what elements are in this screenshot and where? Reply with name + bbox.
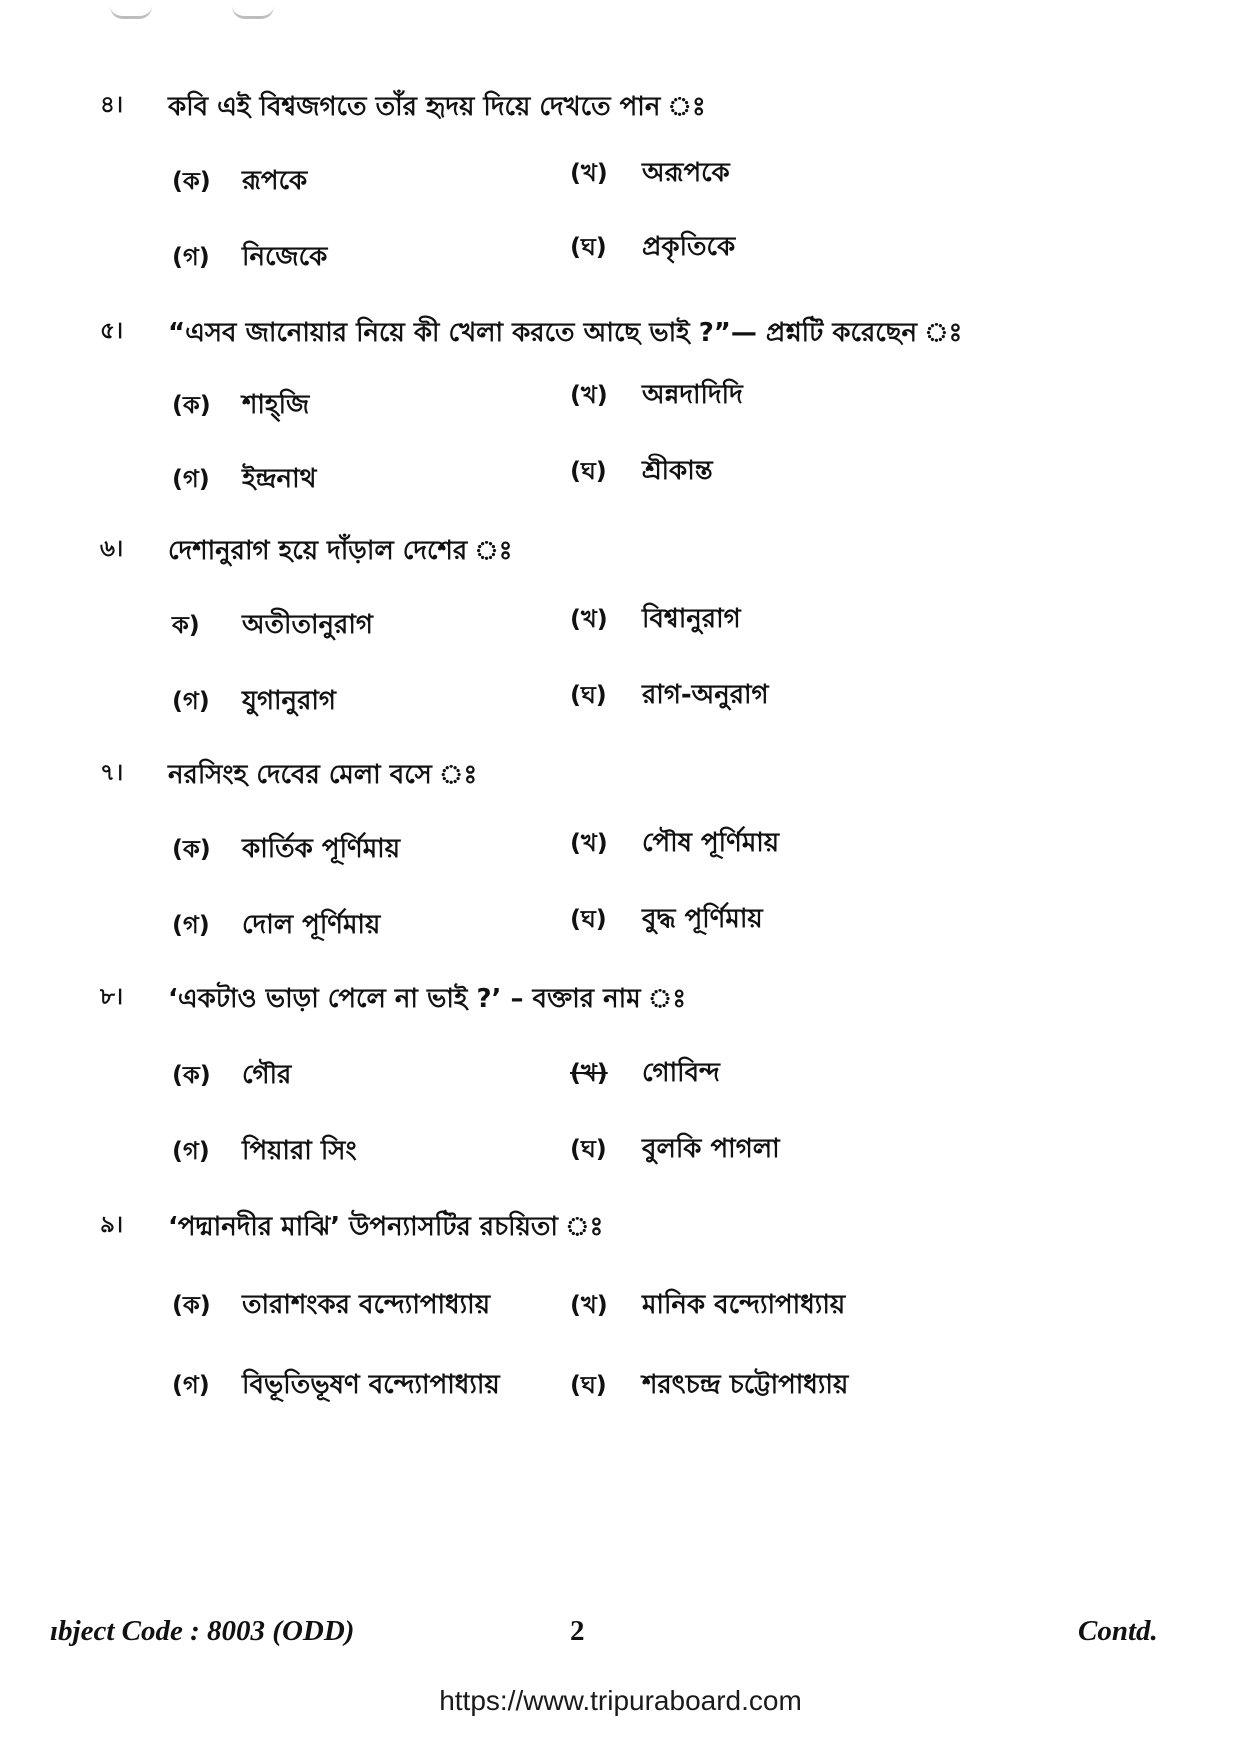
option-gha [570, 1364, 848, 1408]
option-text: শাহ্‌জি [242, 390, 310, 420]
option-label: (ক) [172, 835, 211, 863]
page-number: 2 [570, 1615, 585, 1647]
option-text: পিয়ারা সিং [242, 1136, 357, 1166]
question-text: ‘পদ্মানদীর মাঝি’ উপন্যাসটির রচয়িতা ঃ [168, 1212, 604, 1242]
scan-mark [232, 6, 274, 19]
question-text: ‘একটাও ভাড়া পেলে না ভাই ?’ – বক্তার নাম ঃ [168, 984, 687, 1014]
option-label: (ক) [172, 167, 211, 195]
option-label: (ঘ) [570, 1135, 607, 1163]
option-label: (ঘ) [570, 1371, 607, 1399]
option-kha [570, 1052, 720, 1096]
option-ka [172, 1054, 291, 1098]
option-ga [172, 904, 380, 948]
question-number: ৯। [100, 1212, 124, 1238]
option-text: দোল পূর্ণিমায় [242, 910, 381, 940]
option-ga [172, 236, 327, 280]
option-label: (ঘ) [570, 905, 607, 933]
option-label: (খ) [570, 605, 608, 633]
option-label: (খ) [570, 159, 608, 187]
option-label: (খ) [570, 1291, 608, 1319]
option-ga [172, 1130, 357, 1174]
page-footer [0, 1615, 1241, 1655]
option-label: (গ) [172, 687, 210, 715]
option-label: (ক) [172, 1291, 211, 1319]
option-text: প্রকৃতিকে [642, 232, 736, 262]
option-ka [172, 828, 400, 872]
option-kha [570, 374, 743, 418]
option-text: মানিক বন্দ্যোপাধ্যায় [642, 1290, 846, 1320]
option-text: তারাশংকর বন্দ্যোপাধ্যায় [242, 1290, 491, 1320]
question-text: কবি এই বিশ্বজগতে তাঁর হৃদয় দিয়ে দেখতে পান ঃ [168, 92, 706, 122]
option-text: অতীতানুরাগ [242, 610, 373, 640]
option-label: (গ) [172, 1137, 210, 1165]
question-number: ৭। [100, 760, 124, 786]
option-text: অন্নদাদিদি [642, 380, 743, 410]
option-text: ইন্দ্রনাথ [242, 464, 317, 494]
option-text: বুলকি পাগলা [642, 1134, 780, 1164]
option-label: (ঘ) [570, 233, 607, 261]
option-ka [172, 1284, 490, 1328]
subject-code: ıbject Code : 8003 (ODD) [50, 1615, 355, 1647]
option-text: রূপকে [242, 166, 308, 196]
question-number: ৬। [100, 536, 124, 562]
option-text: যুগানুরাগ [242, 686, 336, 716]
option-label: (ক) [172, 1061, 211, 1089]
option-text: শ্রীকান্ত [642, 456, 713, 486]
question-text: “এসব জানোয়ার নিয়ে কী খেলা করতে আছে ভাই ?”— প্রশ্নটি করেছেন ঃ [168, 318, 963, 348]
question-text: নরসিংহ দেবের মেলা বসে ঃ [168, 760, 478, 790]
option-gha [570, 898, 763, 942]
option-text: অরূপকে [642, 158, 730, 188]
question-number: ৪। [100, 92, 124, 118]
option-text: পৌষ পূর্ণিমায় [642, 828, 780, 858]
option-text: বিভূতিভূষণ বন্দ্যোপাধ্যায় [242, 1370, 500, 1400]
option-ga [172, 680, 336, 724]
option-text: গৌর [242, 1060, 292, 1090]
question-text: দেশানুরাগ হয়ে দাঁড়াল দেশের ঃ [168, 536, 513, 566]
option-label-struck: (খ) [570, 1059, 608, 1087]
option-label: (গ) [172, 911, 210, 939]
scan-mark [110, 6, 152, 19]
option-text: গোবিন্দ [642, 1058, 720, 1088]
option-label: (ঘ) [570, 457, 607, 485]
option-gha [570, 226, 735, 270]
option-text: শরৎচন্দ্র চট্টোপাধ্যায় [642, 1370, 849, 1400]
option-label: (গ) [172, 1371, 210, 1399]
option-kha [570, 152, 730, 196]
option-text: বুদ্ধ পূর্ণিমায় [642, 904, 763, 934]
option-label: (গ) [172, 243, 210, 271]
option-text: বিশ্বানুরাগ [642, 604, 741, 634]
option-label: (গ) [172, 465, 210, 493]
option-kha [570, 822, 779, 866]
option-gha [570, 450, 713, 494]
option-ka [172, 160, 307, 204]
option-gha [570, 674, 769, 718]
option-label: ক) [172, 611, 200, 639]
option-ga [172, 1364, 500, 1408]
question-number: ৮। [100, 984, 124, 1010]
option-label: (খ) [570, 829, 608, 857]
continued-label: Contd. [1078, 1615, 1158, 1647]
option-kha [570, 598, 741, 642]
option-label: (ঘ) [570, 681, 607, 709]
option-text: রাগ-অনুরাগ [642, 680, 769, 710]
option-label: (খ) [570, 381, 608, 409]
option-ka [172, 384, 309, 428]
option-text: নিজেকে [242, 242, 328, 272]
option-label: (ক) [172, 391, 211, 419]
question-number: ৫। [100, 318, 124, 344]
source-url: https://www.tripuraboard.com [439, 1685, 802, 1716]
option-text: কার্তিক পূর্ণিমায় [242, 834, 401, 864]
option-kha [570, 1284, 845, 1328]
option-ga [172, 458, 316, 502]
option-gha [570, 1128, 780, 1172]
option-ka [172, 604, 373, 648]
